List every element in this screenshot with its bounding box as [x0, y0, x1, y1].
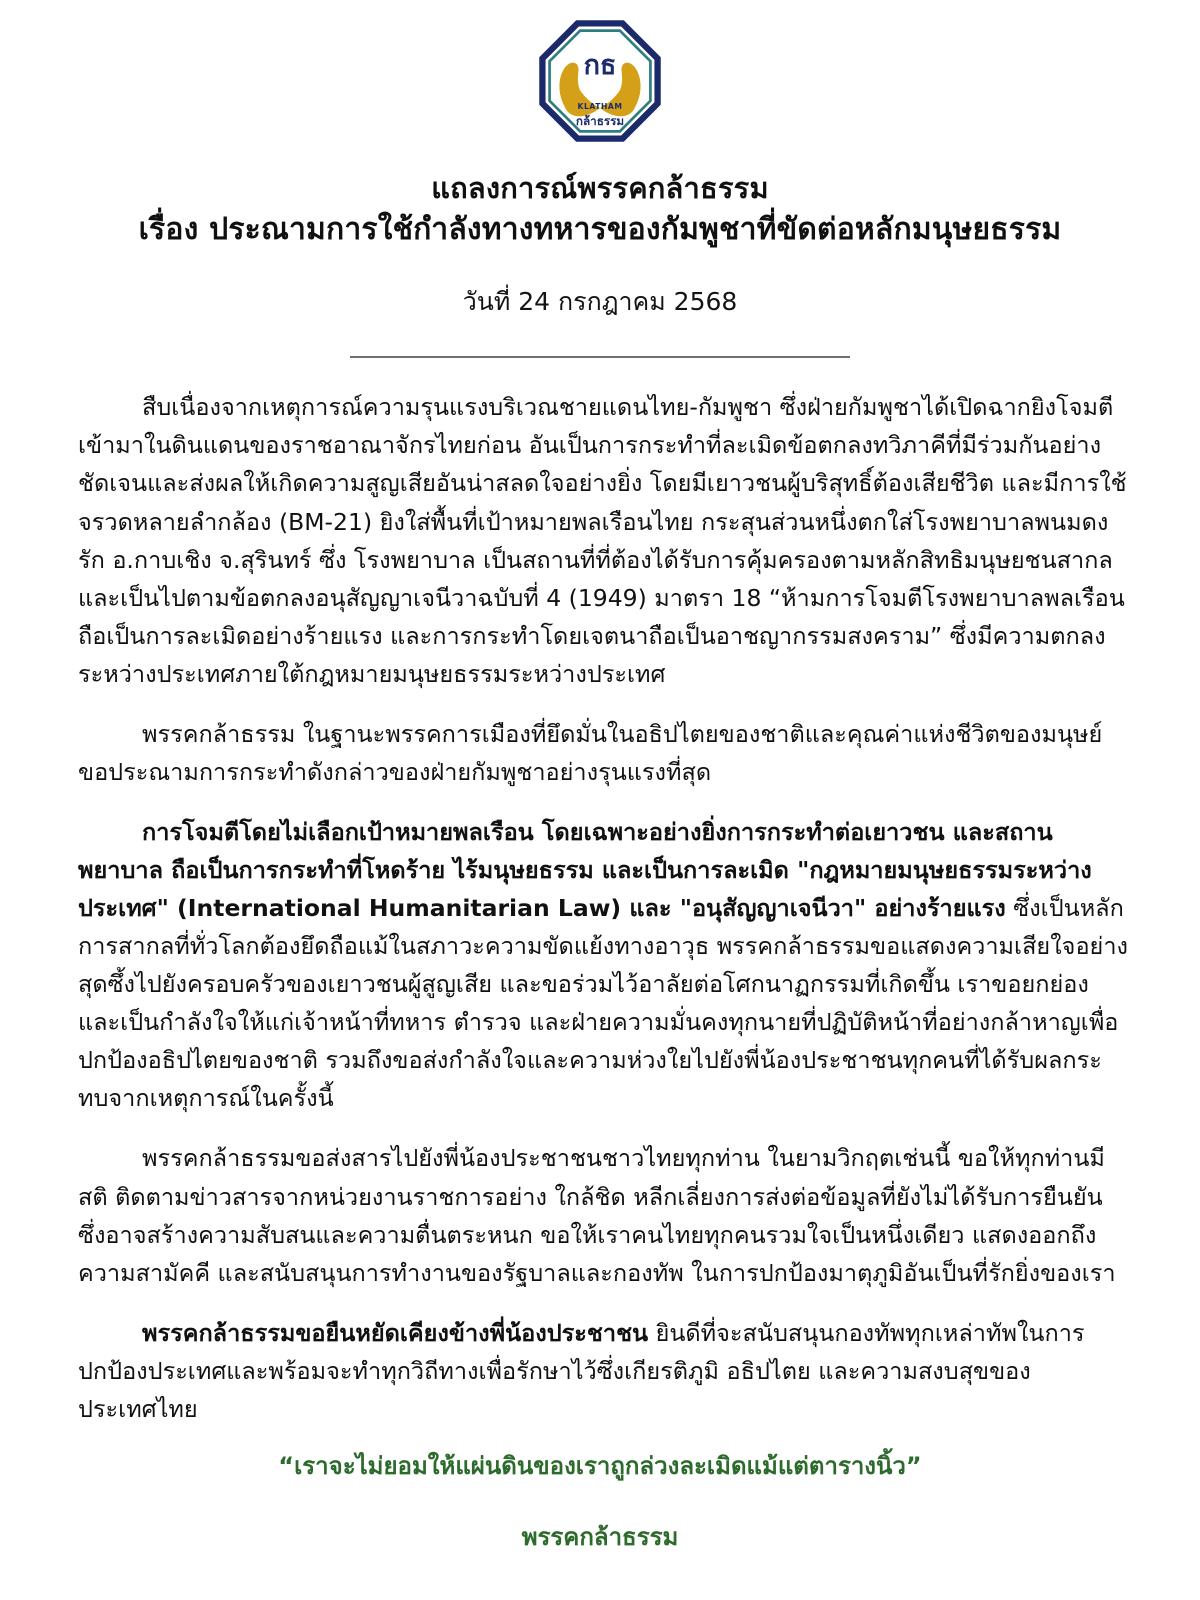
paragraph-5-bold-lead: พรรคกล้าธรรมขอยืนหยัดเคียงข้างพี่น้องประชาชน: [142, 1318, 649, 1347]
paragraph-3-body: ซึ่งเป็นหลักการสากลที่ทั่วโลกต้องยึดถือแม้ในสภาวะความขัดแย้งทางอาวุธ พรรคกล้าธรรมขอแสดงความเสียใจอย่างสุดซึ้งไปยังครอบครัวของเยาวชนผู้สูญเสีย และขอร่วมไว้อาลัยต่อโศกนาฏกรรมที่เกิดขึ้น เราขอยกย่องและเป็นกำลังใจให้แก่เจ้าหน้าที่ทหาร ตำรวจ และฝ่ายความมั่นคงทุกนายที่ปฏิบัติหน้าที่อย่างกล้าหาญเพื่อปกป้องอธิปไตยของชาติ รวมถึงขอส่งกำลังใจและความห่วงใยไปยังพี่น้องประชาชนทุกคนที่ได้รับผลกระทบจากเหตุการณ์ในครั้งนี้: [78, 894, 1128, 1113]
horizontal-divider: [350, 356, 850, 358]
paragraph-1: สืบเนื่องจากเหตุการณ์ความรุนแรงบริเวณชายแดนไทย-กัมพูชา ซึ่งฝ่ายกัมพูชาได้เปิดฉากยิงโจมตีเข้ามาในดินแดนของราชอาณาจักรไทยก่อน อันเป็นการกระทำที่ละเมิดข้อตกลงทวิภาคีที่มีร่วมกันอย่างชัดเจนและส่งผลให้เกิดความสูญเสียอันน่าสลดใจอย่างยิ่ง โดยมีเยาวชนผู้บริสุทธิ์ต้องเสียชีวิต และมีการใช้จรวดหลายลำกล้อง (BM-21) ยิงใส่พื้นที่เป้าหมายพลเรือนไทย กระสุนส่วนหนึ่งตกใส่โรงพยาบาลพนมดงรัก อ.กาบเชิง จ.สุรินทร์ ซึ่ง โรงพยาบาล เป็นสถานที่ที่ต้องได้รับการคุ้มครองตามหลักสิทธิมนุษยชนสากล และเป็นไปตามข้อตกลงอนุสัญญาเจนีวาฉบับที่ 4 (1949) มาตรา 18 “ห้ามการโจมตีโรงพยาบาลพลเรือน ถือเป็นการละเมิดอย่างร้ายแรง และการกระทำโดยเจตนาถือเป็นอาชญากรรมสงคราม” ซึ่งมีความตกลงระหว่างประเทศภายใต้กฎหมายมนุษยธรรมระหว่างประเทศ: [78, 393, 1127, 688]
svg-text:กล้าธรรม: กล้าธรรม: [575, 114, 625, 129]
party-emblem-icon: [537, 18, 663, 144]
page-title: แถลงการณ์พรรคกล้าธรรม: [431, 171, 769, 205]
paragraph-3-bold-lead: การโจมตีโดยไม่เลือกเป้าหมายพลเรือน โดยเฉพาะอย่างยิ่งการกระทำต่อเยาวชน และสถานพยาบาล ถือเป็นการกระทำที่โหดร้าย ไร้มนุษยธรรม และเป็นการละเมิด "กฎหมายมนุษยธรรมระหว่างประเทศ" (International Humanitarian Law) และ "อนุสัญญาเจนีวา" อย่างร้ายแรง: [78, 817, 1092, 923]
svg-text:กธ: กธ: [583, 49, 617, 81]
slogan-quote: “เราจะไม่ยอมให้แผ่นดินของเราถูกล่วงละเมิดแม้แต่ตารางนิ้ว”: [278, 1451, 922, 1480]
logo-container: [0, 0, 1200, 144]
svg-text:KLATHAM: KLATHAM: [577, 101, 623, 111]
page-subtitle: เรื่อง ประณามการใช้กำลังทางทหารของกัมพูชาที่ขัดต่อหลักมนุษยธรรม: [138, 211, 1062, 247]
document-date: วันที่ 24 กรกฎาคม 2568: [462, 287, 738, 317]
paragraph-3: [78, 813, 1128, 1118]
document-header: [0, 170, 1200, 322]
paragraph-5-body: ยินดีที่จะสนับสนุนกองทัพทุกเหล่าทัพในการปกป้องประเทศและพร้อมจะทำทุกวิถีทางเพื่อรักษาไว้ซึ่งเกียรติภูมิ อธิปไตย และความสงบสุขของประเทศไทย: [78, 1318, 1085, 1423]
divider-container: [0, 356, 1200, 358]
paragraph-5: [78, 1314, 1128, 1428]
paragraph-2: พรรคกล้าธรรม ในฐานะพรรคการเมืองที่ยึดมั่นในอธิปไตยของชาติและคุณค่าแห่งชีวิตของมนุษย์ ขอประณามการกระทำดังกล่าวของฝ่ายกัมพูชาอย่างรุนแรงที่สุด: [78, 719, 1103, 786]
signature-party-name: พรรคกล้าธรรม: [521, 1523, 679, 1552]
document-footer: [0, 1450, 1200, 1555]
document-body: [0, 388, 1200, 1428]
paragraph-4: พรรคกล้าธรรมขอส่งสารไปยังพี่น้องประชาชนชาวไทยทุกท่าน ในยามวิกฤตเช่นนี้ ขอให้ทุกท่านมีสติ ติดตามข่าวสารจากหน่วยงานราชการอย่าง ใกล้ชิด หลีกเลี่ยงการส่งต่อข้อมูลที่ยังไม่ได้รับการยืนยันซึ่งอาจสร้างความสับสนและความตื่นตระหนก ขอให้เราคนไทยทุกคนรวมใจเป็นหนึ่งเดียว แสดงออกถึงความสามัคคี และสนับสนุนการทำงานของรัฐบาลและกองทัพ ในการปกป้องมาตุภูมิอันเป็นที่รักยิ่งของเรา: [78, 1144, 1116, 1287]
